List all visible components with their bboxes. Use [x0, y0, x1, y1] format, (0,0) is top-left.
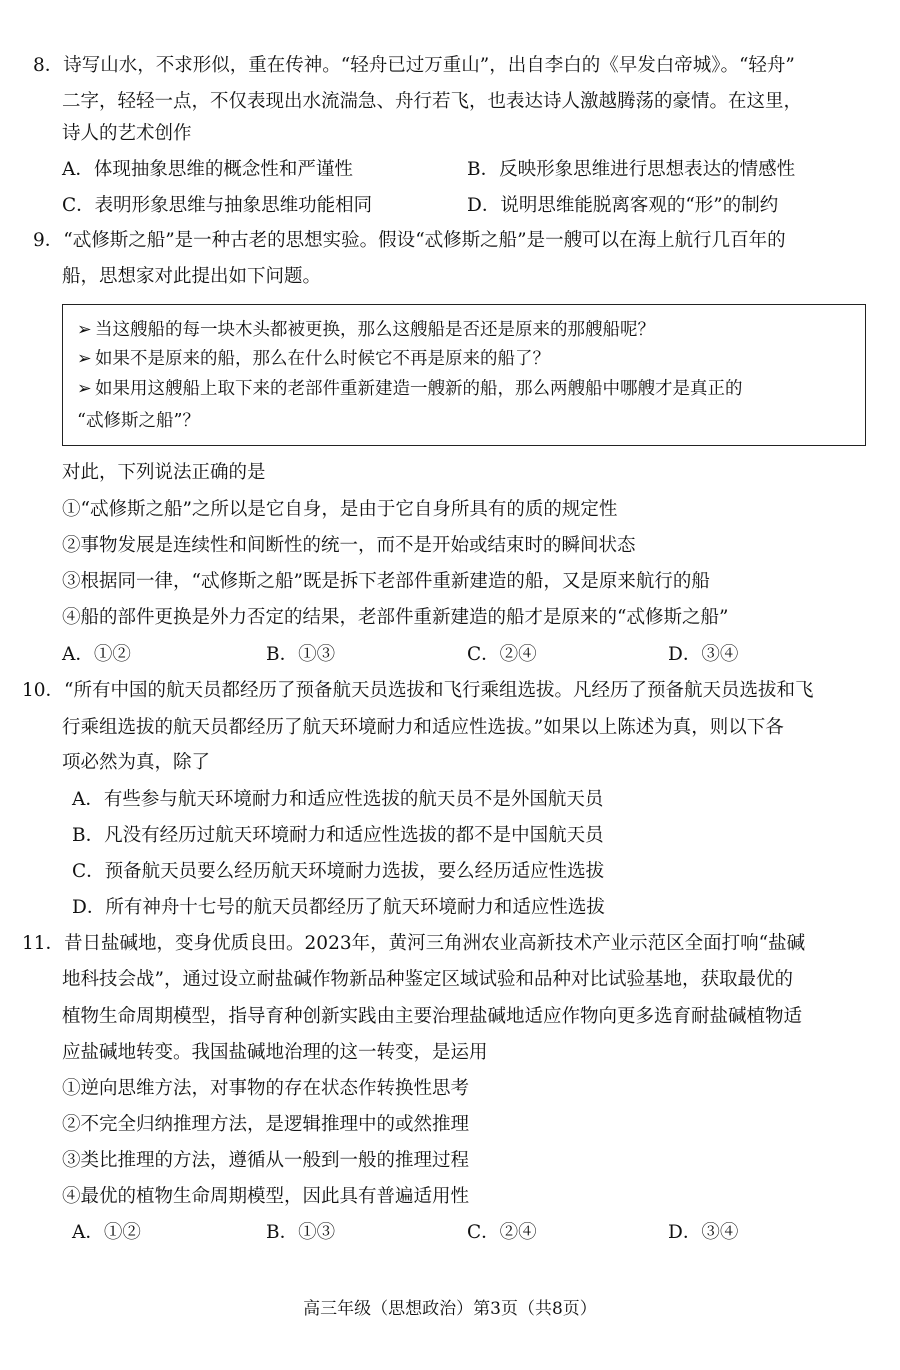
- q10-line-2: 行乘组选拔的航天员都经历了航天环境耐力和适应性选拔。”如果以上陈述为真，则以下各: [62, 717, 784, 738]
- q9-statement-4: ④船的部件更换是外力否定的结果，老部件重新建造的船才是原来的“忒修斯之船”: [62, 607, 729, 628]
- q11-line-2: 地科技会战”，通过设立耐盐碱作物新品种鉴定区域试验和品种对比试验基地，获取最优的: [62, 969, 793, 990]
- q11-option-c: C．②④: [467, 1222, 537, 1243]
- arrow-bullet-icon: ➢: [77, 349, 92, 369]
- q8-line-2: 二字，轻轻一点，不仅表现出水流湍急、舟行若飞，也表达诗人激越腾荡的豪情。在这里，: [62, 91, 803, 112]
- box-item-3-continuation: “忒修斯之船”？: [77, 411, 200, 431]
- box-item-3: [77, 377, 743, 401]
- arrow-bullet-icon: ➢: [77, 320, 92, 340]
- q11-line-4: 应盐碱地转变。我国盐碱地治理的这一转变，是运用: [62, 1042, 488, 1063]
- q11-statement-3: ③类比推理的方法，遵循从一般到一般的推理过程: [62, 1150, 470, 1171]
- q8-line-1: 8．诗写山水，不求形似，重在传神。“轻舟已过万重山”，出自李白的《早发白帝城》。“轻舟”: [33, 55, 795, 76]
- q8-option-c: C．表明形象思维与抽象思维功能相同: [62, 195, 373, 216]
- q8-option-a: A．体现抽象思维的概念性和严谨性: [62, 159, 353, 180]
- q11-statement-4: ④最优的植物生命周期模型，因此具有普遍适用性: [62, 1186, 470, 1207]
- thought-experiment-box: [62, 304, 866, 446]
- box-item-2-text: 如果不是原来的船，那么在什么时候它不再是原来的船了？: [95, 349, 550, 369]
- q9-option-b: B．①③: [266, 644, 336, 665]
- q9-statement-3: ③根据同一律，“忒修斯之船”既是拆下老部件重新建造的船，又是原来航行的船: [62, 571, 710, 592]
- q10-option-c: C．预备航天员要么经历航天环境耐力选拔，要么经历适应性选拔: [72, 861, 605, 882]
- q9-statement-1: ①“忒修斯之船”之所以是它自身，是由于它自身所具有的质的规定性: [62, 499, 618, 520]
- q10-line-3: 项必然为真，除了: [62, 752, 211, 773]
- q11-option-a: A．①②: [72, 1222, 141, 1243]
- q8-line-3: 诗人的艺术创作: [62, 123, 192, 144]
- box-item-3-text: 如果用这艘船上取下来的老部件重新建造一艘新的船，那么两艘船中哪艘才是真正的: [95, 379, 743, 399]
- q10-option-d: D．所有神舟十七号的航天员都经历了航天环境耐力和适应性选拔: [72, 897, 605, 918]
- q9-option-c: C．②④: [467, 644, 537, 665]
- box-item-1-text: 当这艘船的每一块木头都被更换，那么这艘船是否还是原来的那艘船呢？: [95, 320, 655, 340]
- q9-stem: 对此，下列说法正确的是: [62, 462, 266, 483]
- q11-line-1: 11．昔日盐碱地，变身优质良田。2023年，黄河三角洲农业高新技术产业示范区全面打响“盐碱: [22, 933, 806, 954]
- q9-statement-2: ②事物发展是连续性和间断性的统一，而不是开始或结束时的瞬间状态: [62, 535, 636, 556]
- box-item-2: [77, 347, 550, 371]
- q9-option-d: D．③④: [668, 644, 739, 665]
- q10-line-1: 10．“所有中国的航天员都经历了预备航天员选拔和飞行乘组选拔。凡经历了预备航天员选拔和飞: [22, 680, 814, 701]
- box-item-1: [77, 318, 655, 342]
- q11-line-3: 植物生命周期模型，指导育种创新实践由主要治理盐碱地适应作物向更多选育耐盐碱植物适: [62, 1006, 803, 1027]
- q9-line-1: 9．“忒修斯之船”是一种古老的思想实验。假设“忒修斯之船”是一艘可以在海上航行几百年的: [33, 230, 786, 251]
- q8-option-b: B．反映形象思维进行思想表达的情感性: [467, 159, 796, 180]
- q11-statement-2: ②不完全归纳推理方法，是逻辑推理中的或然推理: [62, 1114, 470, 1135]
- q8-option-d: D．说明思维能脱离客观的“形”的制约: [467, 195, 779, 216]
- q10-option-b: B．凡没有经历过航天环境耐力和适应性选拔的都不是中国航天员: [72, 825, 604, 846]
- arrow-bullet-icon: ➢: [77, 379, 92, 399]
- page-footer: 高三年级（思想政治）第3页（共8页）: [303, 1299, 597, 1319]
- q9-option-a: A．①②: [62, 644, 131, 665]
- q11-option-b: B．①③: [266, 1222, 336, 1243]
- q11-option-d: D．③④: [668, 1222, 739, 1243]
- q10-option-a: A．有些参与航天环境耐力和适应性选拔的航天员不是外国航天员: [72, 789, 604, 810]
- q9-line-2: 船，思想家对此提出如下问题。: [62, 266, 322, 287]
- q11-statement-1: ①逆向思维方法，对事物的存在状态作转换性思考: [62, 1078, 470, 1099]
